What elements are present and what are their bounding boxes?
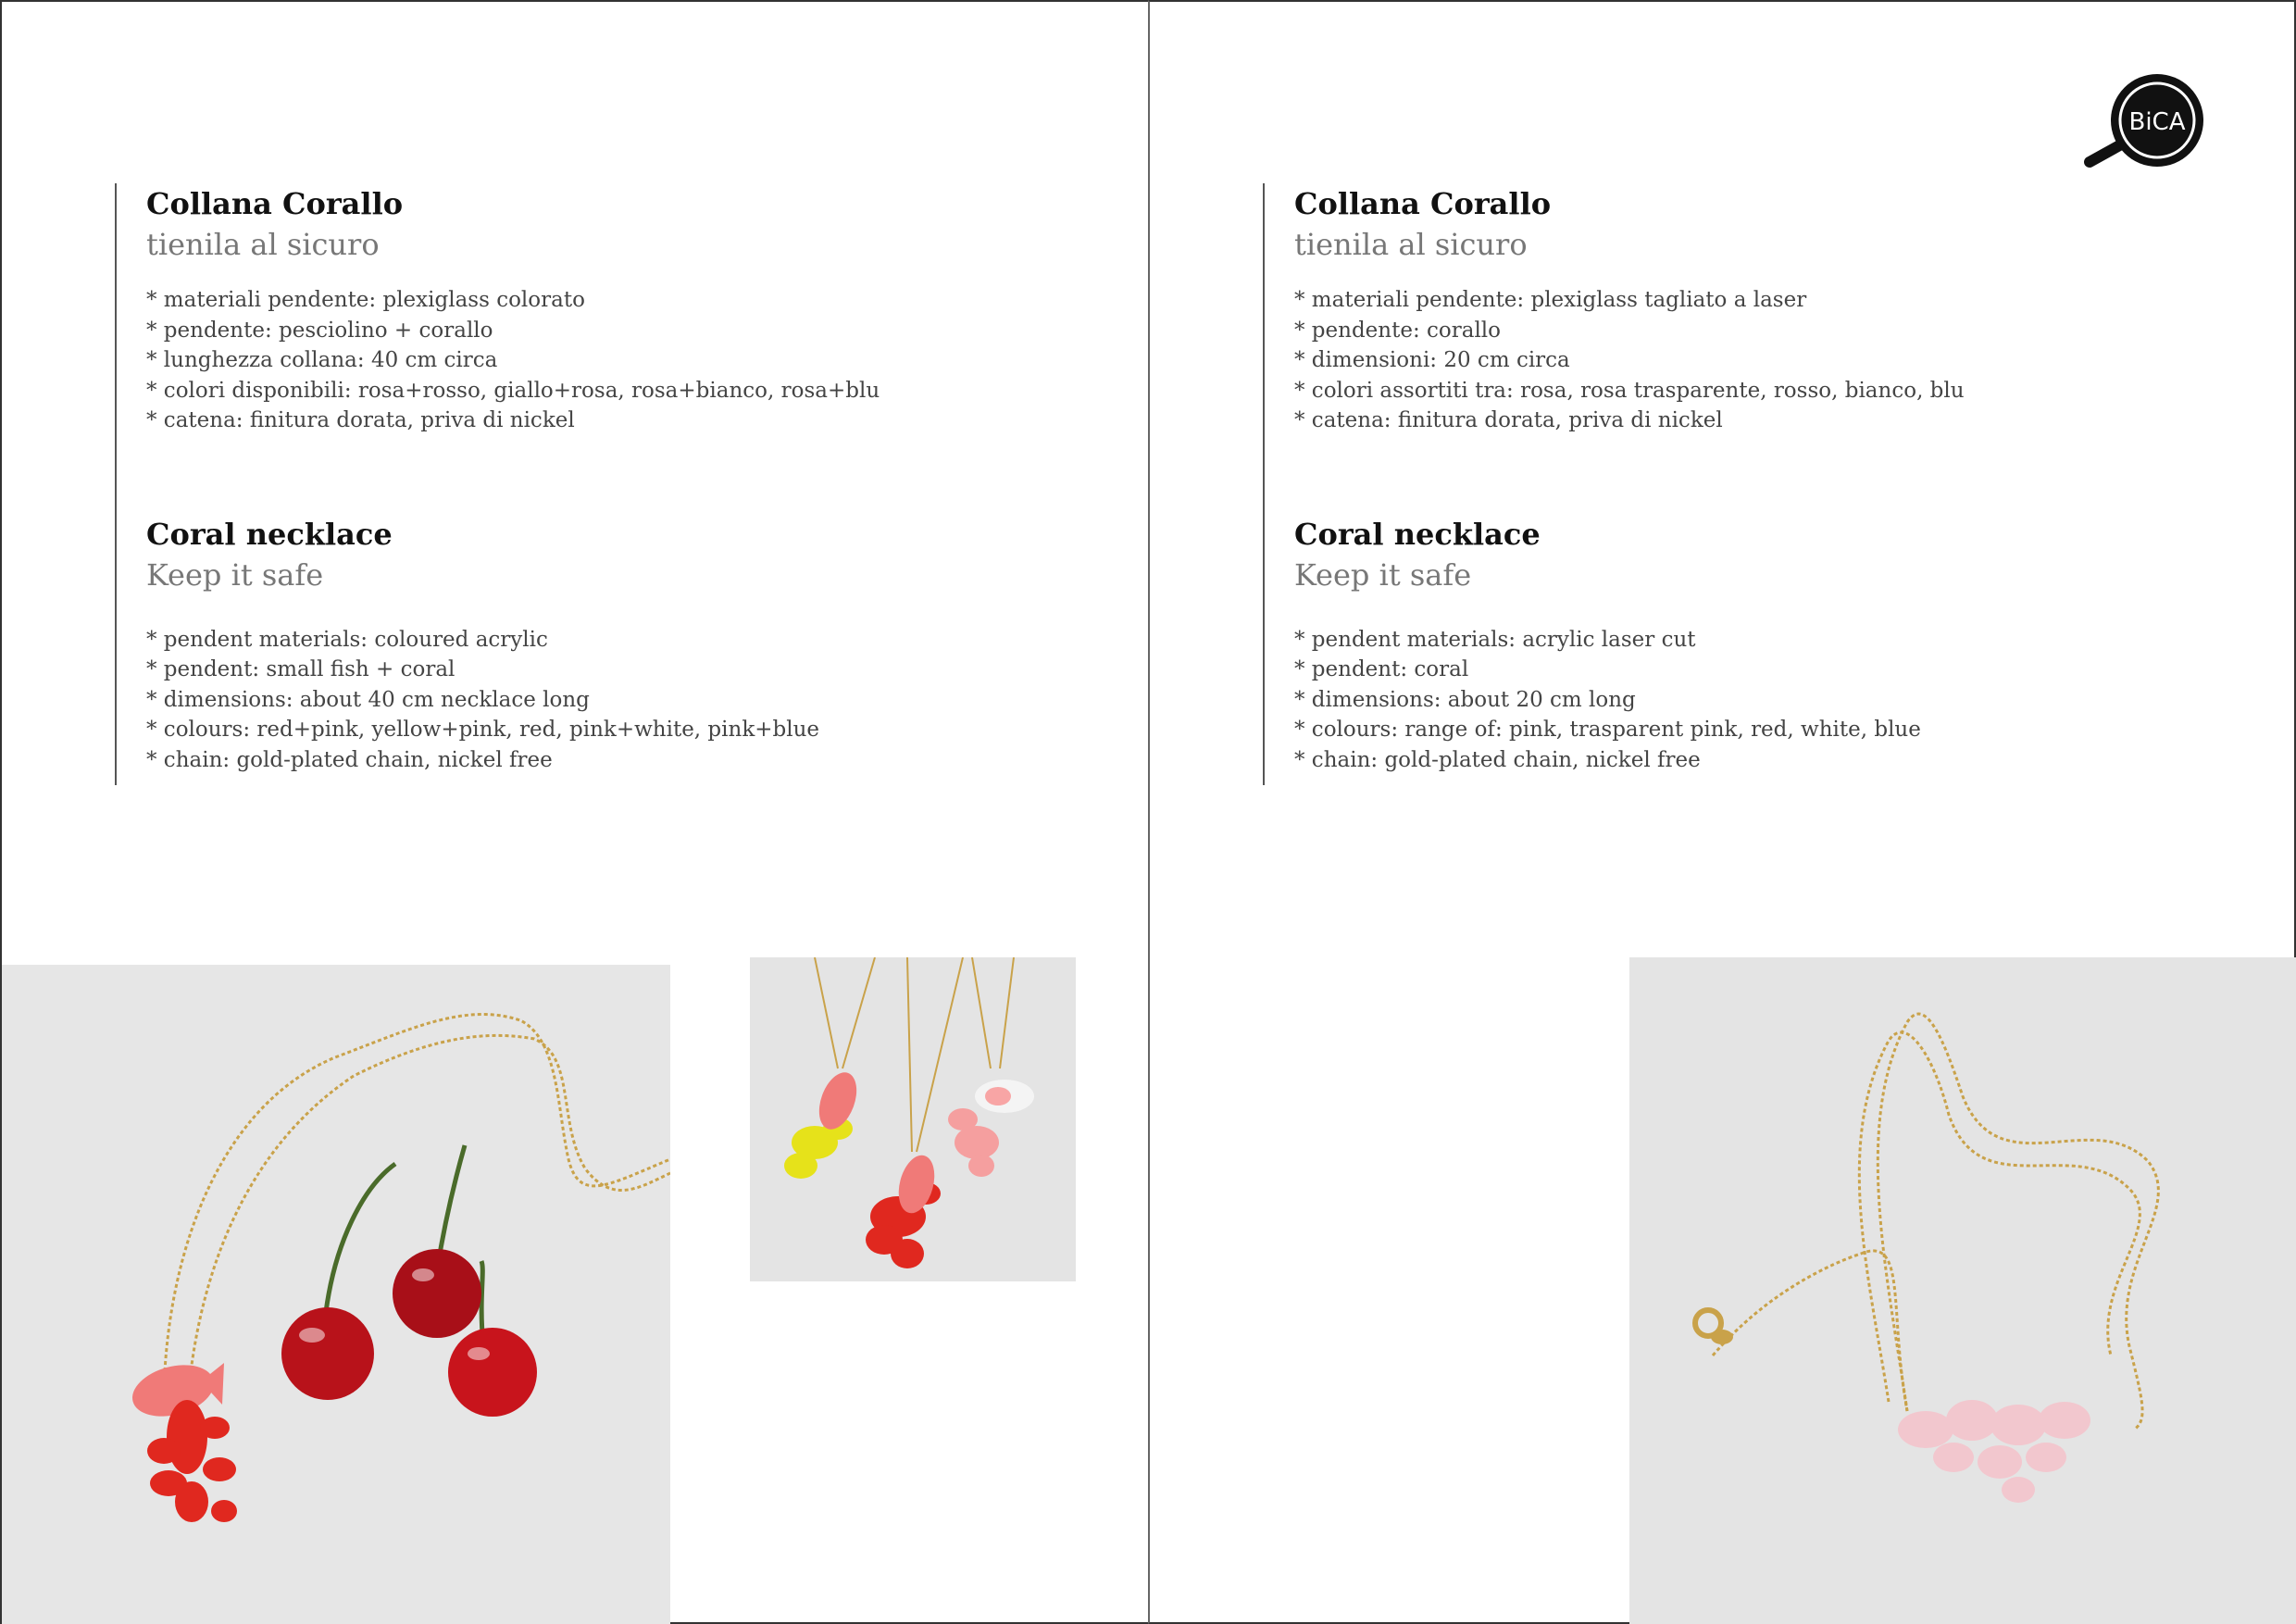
spec-list-en	[1294, 625, 2190, 776]
spec-list-it	[146, 285, 1042, 436]
spec-item: * pendent: small fish + coral	[146, 657, 455, 681]
product-title-it: Collana Corallo	[1294, 186, 1552, 221]
product-title-it: Collana Corallo	[146, 186, 404, 221]
spec-item: * pendente: pesciolino + corallo	[146, 318, 493, 343]
spec-item: * colours: range of: pink, trasparent pink, red, white, blue	[1294, 718, 1921, 742]
spec-item: * pendent materials: acrylic laser cut	[1294, 627, 1696, 652]
spec-item: * pendent materials: coloured acrylic	[146, 627, 548, 652]
spec-item: * colori disponibili: rosa+rosso, giallo+rosa, rosa+bianco, rosa+blu	[146, 378, 880, 403]
english-section	[1265, 514, 2190, 776]
photo-three-necklaces	[750, 957, 1076, 1281]
bica-magnifier-logo	[2078, 69, 2208, 176]
spec-list-en	[146, 625, 1042, 776]
right-text-block	[1263, 183, 2190, 785]
spec-item: * catena: finitura dorata, priva di nickel	[146, 408, 575, 432]
spec-item: * lunghezza collana: 40 cm circa	[146, 348, 498, 372]
left-text-block	[115, 183, 1042, 785]
spec-item: * chain: gold-plated chain, nickel free	[146, 747, 553, 772]
spec-list-it	[1294, 285, 2190, 436]
right-page	[1148, 0, 2296, 1624]
spec-item: * dimensioni: 20 cm circa	[1294, 348, 1570, 372]
spec-item: * dimensions: about 20 cm long	[1294, 687, 1636, 712]
product-title-en: Coral necklace	[146, 516, 393, 552]
product-subtitle-en: Keep it safe	[1294, 556, 1472, 593]
photo-necklace-with-cherries	[2, 965, 670, 1624]
spec-item: * dimensions: about 40 cm necklace long	[146, 687, 590, 712]
italian-section	[117, 183, 1042, 436]
spec-item: * pendente: corallo	[1294, 318, 1502, 343]
spec-item: * colours: red+pink, yellow+pink, red, pink+white, pink+blue	[146, 718, 820, 742]
product-title-en: Coral necklace	[1294, 516, 1541, 552]
spec-item: * colori assortiti tra: rosa, rosa trasparente, rosso, bianco, blu	[1294, 378, 1965, 403]
spec-item: * catena: finitura dorata, priva di nickel	[1294, 408, 1723, 432]
product-subtitle-it: tienila al sicuro	[146, 227, 380, 262]
spec-item: * materiali pendente: plexiglass colorato	[146, 288, 585, 312]
english-section	[117, 514, 1042, 776]
photo-pink-coral-necklace	[1629, 957, 2296, 1624]
spec-item: * chain: gold-plated chain, nickel free	[1294, 747, 1701, 772]
product-subtitle-it: tienila al sicuro	[1294, 227, 1528, 262]
logo-text: BiCA	[2128, 108, 2186, 136]
spec-item: * pendent: coral	[1294, 657, 1469, 681]
italian-section	[1265, 183, 2190, 436]
product-subtitle-en: Keep it safe	[146, 556, 324, 593]
spec-item: * materiali pendente: plexiglass tagliato a laser	[1294, 288, 1807, 312]
